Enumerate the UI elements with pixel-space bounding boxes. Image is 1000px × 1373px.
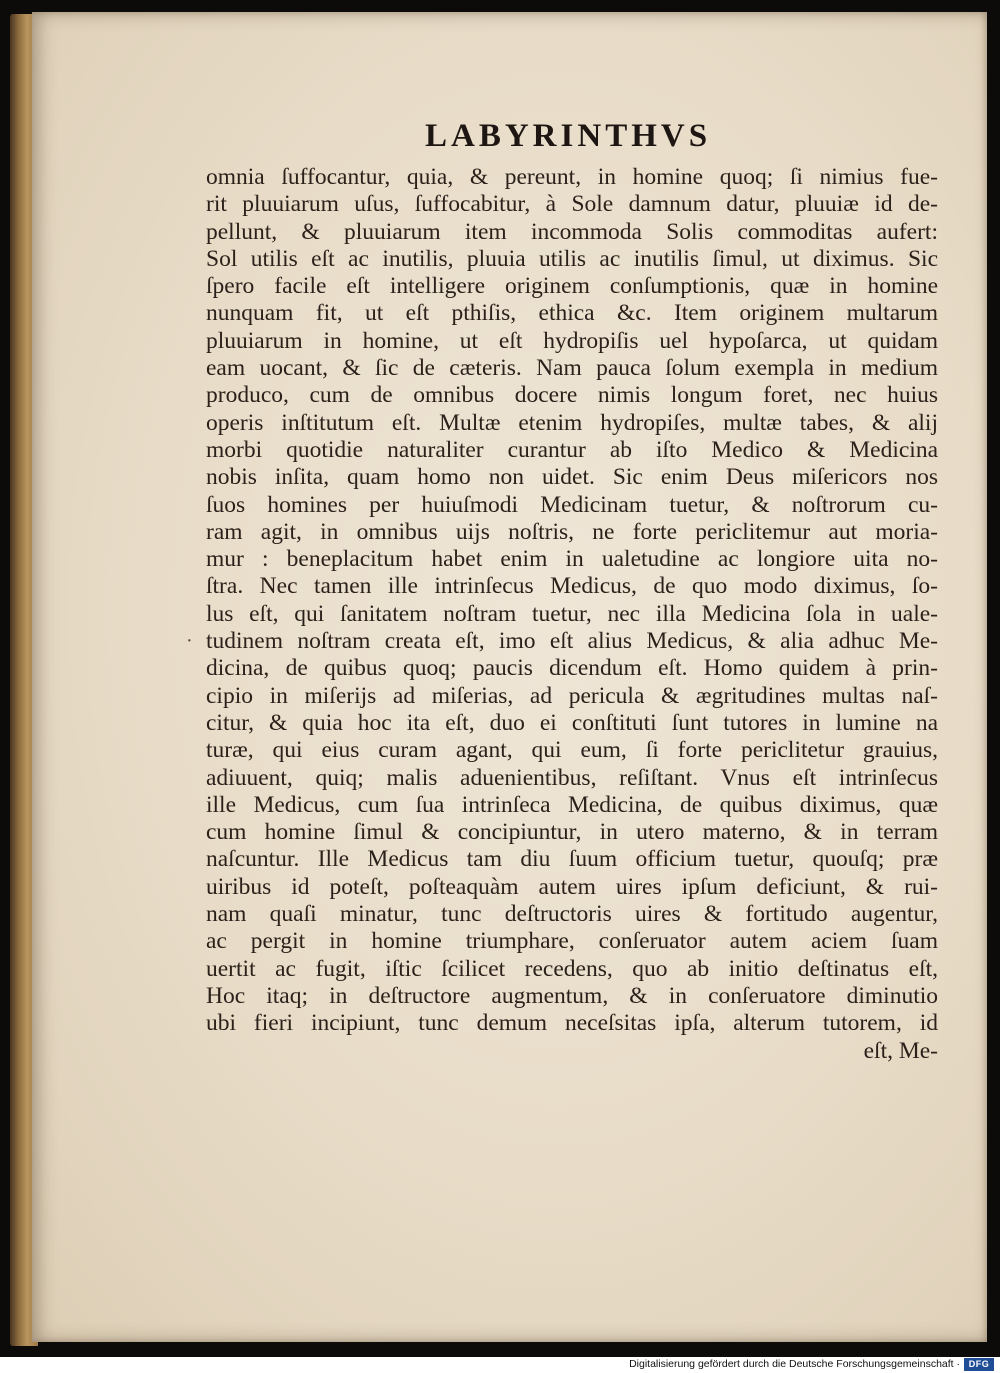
text-line: pluuiarum in homine, ut eſt hydropiſis uel hypoſarca, ut quidam [206, 327, 938, 354]
text-line: cum homine ſimul & concipiuntur, in utero materno, & in terram [206, 819, 938, 846]
text-line: turæ, qui eius curam agant, qui eum, ſi forte periclitetur grauius, [206, 737, 938, 764]
text-line: pellunt, & pluuiarum item incommoda Solis commoditas aufert: [206, 218, 938, 245]
text-line: tudinem noſtram creata eſt, imo eſt alius Medicus, & alia adhuc Me- [206, 628, 938, 655]
text-line: uertit ac fugit, iſtic ſcilicet recedens, quo ab initio deſtinatus eſt, [206, 955, 938, 982]
text-line: operis inſtitutum eſt. Multæ etenim hydropiſes, multæ tabes, & alij [206, 409, 938, 436]
text-line: produco, cum de omnibus docere nimis longum foret, nec huius [206, 382, 938, 409]
text-line: Hoc itaq; in deſtructore augmentum, & in conſeruatore diminutio [206, 982, 938, 1009]
margin-mark: · [186, 630, 193, 652]
text-line: ſpero facile eſt intelligere originem conſumptionis, quæ in homine [206, 273, 938, 300]
text-line: nobis inſita, quam homo non uidet. Sic enim Deus miſericors nos [206, 464, 938, 491]
text-line: ille Medicus, cum ſua intrinſeca Medicina, de quibus diximus, quæ [206, 791, 938, 818]
text-line: ſtra. Nec tamen ille intrinſecus Medicus, de quo modo diximus, ſo- [206, 573, 938, 600]
text-line: omnia ſuffocantur, quia, & pereunt, in homine quoq; ſi nimius fue- [206, 164, 938, 190]
text-line: eam uocant, & ſic de cæteris. Nam pauca ſolum exempla in medium [206, 355, 938, 382]
text-line: rit pluuiarum uſus, ſuffocabitur, à Sole damnum datur, pluuiæ id de- [206, 191, 938, 218]
text-line: Sol utilis eſt ac inutilis, pluuia utilis ac inutilis ſimul, ut diximus. Sic [206, 245, 938, 272]
text-line: uiribus id poteſt, poſteaquàm autem uires ipſum deficiunt, & rui- [206, 873, 938, 900]
text-line: ubi fieri incipiunt, tunc demum neceſsitas ipſa, alterum tutorem, id [206, 1010, 938, 1037]
text-line: nunquam fit, ut eſt pthiſis, ethica &c. Item originem multarum [206, 300, 938, 327]
text-line: mur : beneplacitum habet enim in ualetudine ac longiore uita no- [206, 546, 938, 573]
text-line: nam quaſi minatur, tunc deſtructoris uires & fortitudo augentur, [206, 901, 938, 928]
text-line: dicina, de quibus quoq; paucis dicendum eſt. Homo quidem à prin- [206, 655, 938, 682]
text-line: morbi quotidie naturaliter curantur ab iſto Medico & Medicina [206, 436, 938, 463]
dfg-logo: DFG [964, 1358, 994, 1371]
footer-credit: Digitalisierung gefördert durch die Deutsche Forschungsgemeinschaft · [629, 1358, 960, 1370]
running-head: LABYRINTHVS [425, 118, 712, 154]
body-text [206, 164, 938, 1065]
text-line: adiuuent, quiq; malis aduenientibus, reſiſtant. Vnus eſt intrinſecus [206, 764, 938, 791]
text-line: ſuos homines per huiuſmodi Medicinam tuetur, & noſtrorum cu- [206, 491, 938, 518]
text-line: naſcuntur. Ille Medicus tam diu ſuum officium tuetur, quouſq; præ [206, 846, 938, 873]
text-line: ac pergit in homine triumphare, conſeruator autem aciem ſuam [206, 928, 938, 955]
text-line: ram agit, in omnibus uijs noſtris, ne forte periclitemur aut moria- [206, 518, 938, 545]
footer-bar [0, 1357, 1000, 1373]
text-line: lus eſt, qui ſanitatem noſtram tuetur, nec illa Medicina ſola in uale- [206, 600, 938, 627]
catchword: eſt, Me- [863, 1037, 938, 1064]
text-line: cipio in miſerijs ad miſerias, ad pericula & ægritudines multas naſ- [206, 682, 938, 709]
text-line: citur, & quia hoc ita eſt, duo ei conſtituti ſunt tutores in lumine na [206, 709, 938, 736]
